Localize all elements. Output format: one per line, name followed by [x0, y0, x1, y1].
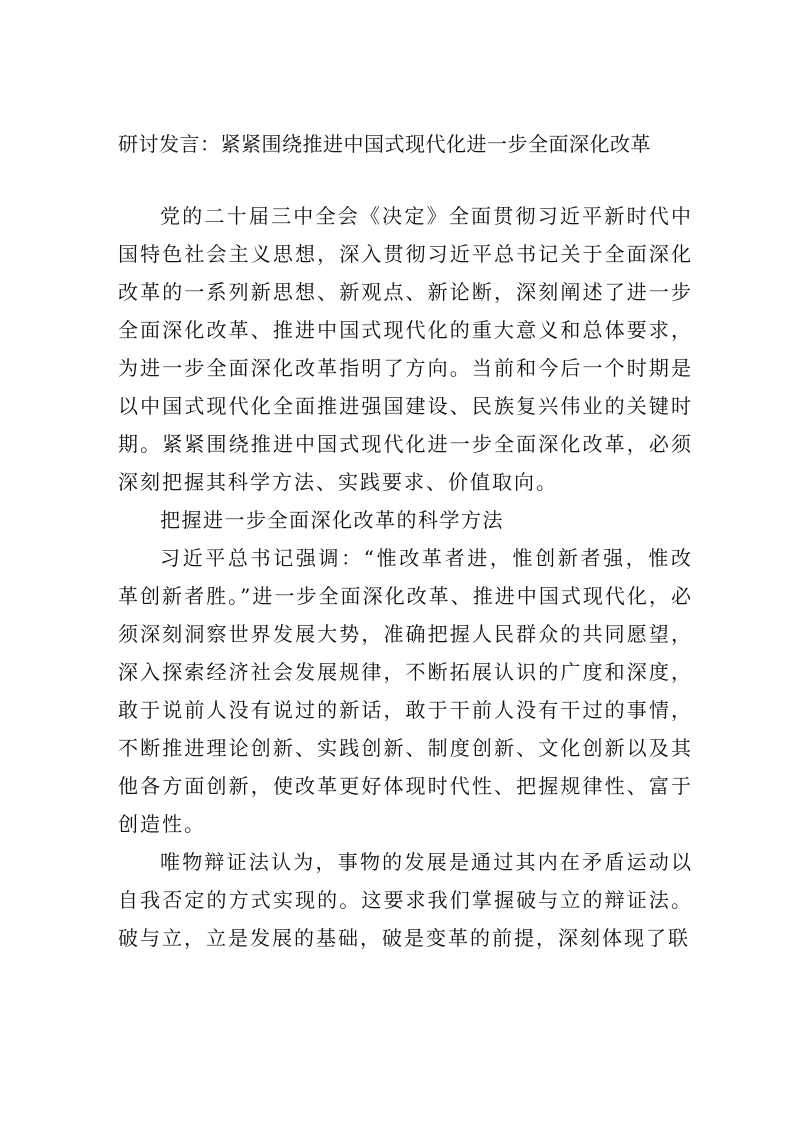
document-body [118, 197, 693, 957]
paragraph-quote: 习近平总书记强调：“惟改革者进，惟创新者强，惟改革创新者胜。”进一步全面深化改革、推进中国式现代化，必须深刻洞察世界发展大势，准确把握人民群众的共同愿望，深入探索经济社会发展规律，不断拓展认识的广度和深度，敢于说前人没有说过的新话，敢于干前人没有干过的事情，不断推进理论创新、实践创新、制度创新、文化创新以及其他各方面创新，使改革更好体现时代性、把握规律性、富于创造性。 [118, 546, 693, 836]
document-title: 研讨发言：紧紧围绕推进中国式现代化进一步全面深化改革 [118, 132, 651, 156]
paragraph-dialectics: 唯物辩证法认为，事物的发展是通过其内在矛盾运动以自我否定的方式实现的。这要求我们掌握破与立的辩证法。破与立，立是发展的基础，破是变革的前提，深刻体现了联 [118, 850, 693, 950]
section-heading: 把握进一步全面深化改革的科学方法 [160, 508, 504, 532]
paragraph-intro: 党的二十届三中全会《决定》全面贯彻习近平新时代中国特色社会主义思想，深入贯彻习近平总书记关于全面深化改革的一系列新思想、新观点、新论断，深刻阐述了进一步全面深化改革、推进中国式现代化的重大意义和总体要求，为进一步全面深化改革指明了方向。当前和今后一个时期是以中国式现代化全面推进强国建设、民族复兴伟业的关键时期。紧紧围绕推进中国式现代化进一步全面深化改革，必须深刻把握其科学方法、实践要求、价值取向。 [118, 204, 693, 494]
